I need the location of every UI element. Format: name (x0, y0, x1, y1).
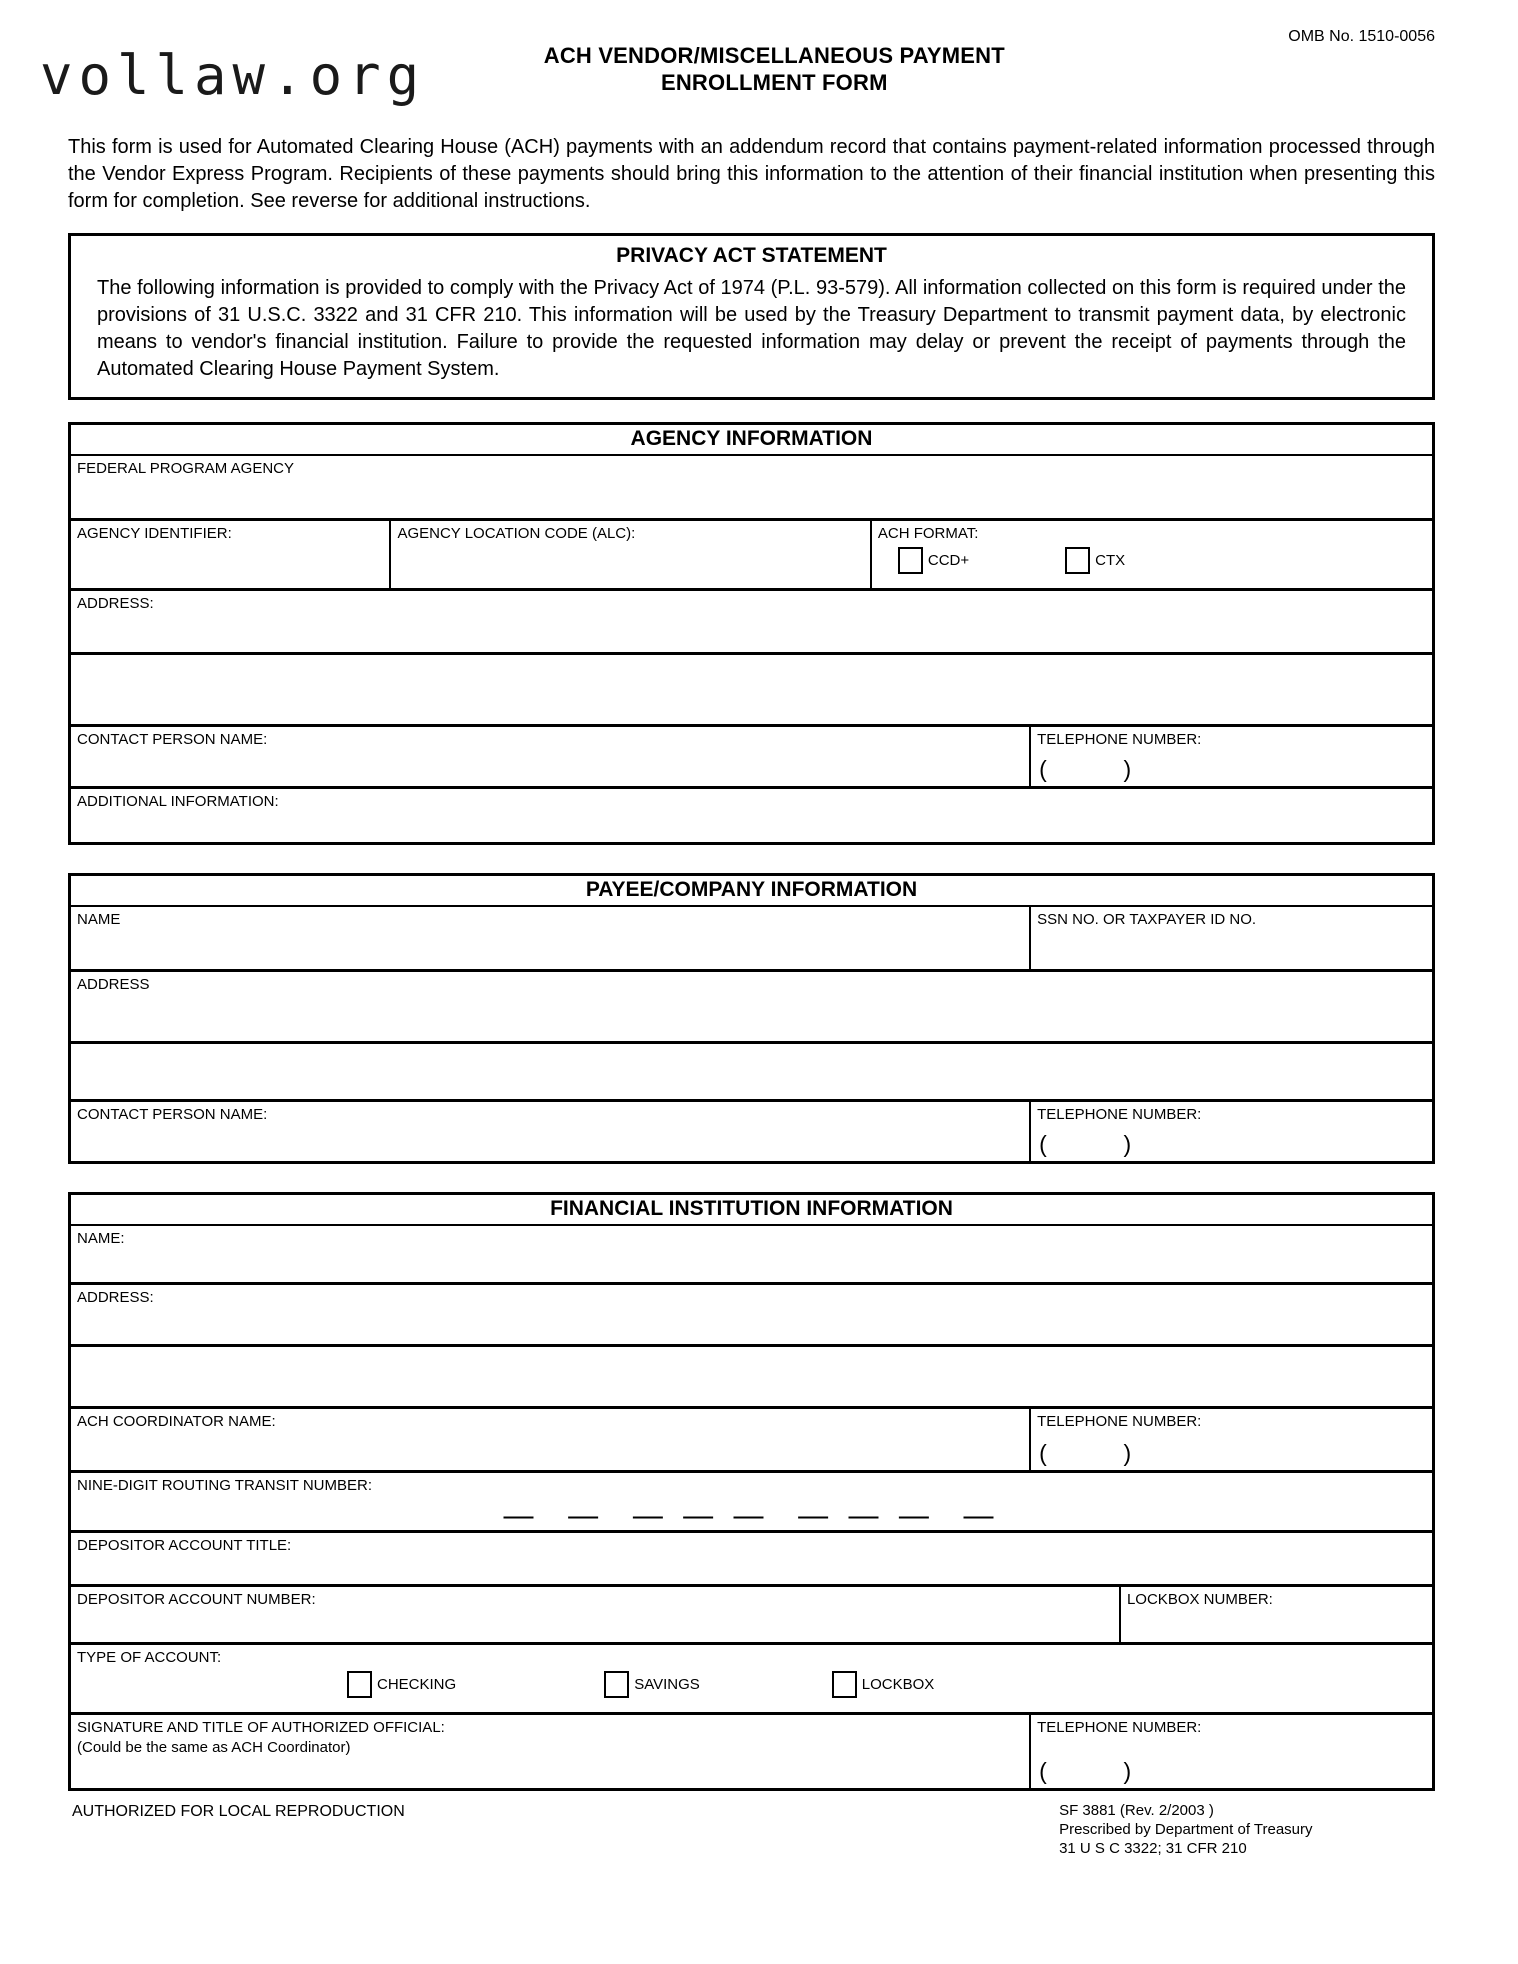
agency-additional-info-row (71, 786, 1432, 842)
payee-address-field[interactable] (71, 972, 1432, 1041)
routing-number-label: NINE-DIGIT ROUTING TRANSIT NUMBER: (77, 1477, 373, 1494)
omb-number: OMB No. 1510-0056 (1288, 28, 1435, 45)
payee-address-row (71, 969, 1432, 1041)
savings-checkbox[interactable] (604, 1671, 629, 1698)
form-header (40, 28, 1435, 120)
type-of-account-row (71, 1642, 1432, 1712)
agency-telephone-parens: ( ) (1039, 756, 1132, 782)
agency-telephone-field[interactable] (1029, 727, 1432, 786)
federal-program-agency-row (71, 456, 1432, 518)
signature-telephone-field[interactable] (1029, 1715, 1432, 1788)
form-title-line2: ENROLLMENT FORM (660, 70, 888, 95)
financial-name-row (71, 1226, 1432, 1282)
agency-section-title: AGENCY INFORMATION (71, 425, 1432, 456)
ach-format-options (872, 547, 1432, 580)
agency-address-row (71, 588, 1432, 652)
ctx-checkbox[interactable] (1065, 547, 1090, 574)
signature-note: (Could be the same as ACH Coordinator) (77, 1739, 351, 1756)
payee-ssn-label: SSN NO. OR TAXPAYER ID NO. (1037, 911, 1257, 928)
payee-telephone-parens: ( ) (1039, 1131, 1132, 1157)
payee-name-label: NAME (77, 911, 121, 928)
site-logo: vollaw.org (40, 44, 426, 107)
agency-contact-row (71, 724, 1432, 786)
payee-address-continued-row (71, 1041, 1432, 1099)
financial-telephone-field[interactable] (1029, 1409, 1432, 1470)
payee-address-label: ADDRESS (77, 976, 150, 993)
type-of-account-options (71, 1671, 1432, 1706)
lockbox-number-label: LOCKBOX NUMBER: (1126, 1591, 1273, 1608)
agency-identifier-label: AGENCY IDENTIFIER: (77, 525, 232, 542)
agency-identifier-row (71, 518, 1432, 588)
ccd-checkbox[interactable] (898, 547, 923, 574)
form-footer (68, 1799, 1435, 1869)
routing-number-field[interactable] (71, 1473, 1432, 1530)
depositor-account-number-field[interactable] (71, 1587, 1119, 1642)
privacy-act-body: The following information is provided to comply with the Privacy Act of 1974 (P.L. 93-579). All information collected on this form is required under the provisions of 31 U.S.C. 3322 and 31 CFR 210. This information will be used by the Treasury Department to transmit payment data, by electronic means to vendor's financial institution. Failure to provide the requested information may delay or prevent the receipt of payments through the Automated Clearing House Payment System. (97, 277, 1406, 380)
ccd-label: CCD+ (927, 552, 970, 569)
footer-prescribed-by: Prescribed by Department of Treasury (1059, 1821, 1313, 1838)
signature-label: SIGNATURE AND TITLE OF AUTHORIZED OFFICIAL: (77, 1719, 445, 1736)
depositor-account-number-label: DEPOSITOR ACCOUNT NUMBER: (77, 1591, 316, 1608)
financial-section-title: FINANCIAL INSTITUTION INFORMATION (71, 1195, 1432, 1226)
form-title (394, 42, 1154, 96)
routing-number-row (71, 1470, 1432, 1530)
payee-telephone-field[interactable] (1029, 1102, 1432, 1161)
agency-telephone-label: TELEPHONE NUMBER: (1037, 731, 1202, 748)
agency-address-continued-row (71, 652, 1432, 724)
financial-address-continued-field[interactable] (71, 1347, 1432, 1406)
signature-field[interactable] (71, 1715, 1029, 1788)
checking-label: CHECKING (377, 1676, 457, 1693)
intro-paragraph: This form is used for Automated Clearing House (ACH) payments with an addendum record that contains payment-related information processed through the Vendor Express Program. Recipients of these payments should bring this information to the attention of their financial institution when presenting this form for completion. See reverse for additional instructions. (68, 136, 1435, 212)
privacy-act-box (68, 233, 1435, 400)
ach-format-label: ACH FORMAT: (877, 525, 979, 542)
financial-address-label: ADDRESS: (77, 1289, 154, 1306)
financial-telephone-parens: ( ) (1039, 1440, 1132, 1466)
agency-location-code-label: AGENCY LOCATION CODE (ALC): (397, 525, 636, 542)
form-title-line1: ACH VENDOR/MISCELLANEOUS PAYMENT (543, 43, 1005, 68)
ccd-option[interactable] (898, 547, 969, 574)
lockbox-checkbox[interactable] (832, 1671, 857, 1698)
footer-statute: 31 U S C 3322; 31 CFR 210 (1059, 1840, 1247, 1857)
lockbox-number-field[interactable] (1119, 1587, 1432, 1642)
signature-row (71, 1712, 1432, 1788)
financial-name-label: NAME: (77, 1230, 125, 1247)
signature-telephone-parens: ( ) (1039, 1758, 1132, 1784)
savings-option[interactable] (604, 1671, 700, 1698)
type-of-account-label: TYPE OF ACCOUNT: (77, 1649, 222, 1666)
financial-name-field[interactable] (71, 1226, 1432, 1282)
ach-coordinator-field[interactable] (71, 1409, 1029, 1470)
ctx-option[interactable] (1065, 547, 1125, 574)
agency-contact-person-field[interactable] (71, 727, 1029, 786)
privacy-act-title: PRIVACY ACT STATEMENT (616, 244, 887, 267)
agency-contact-person-label: CONTACT PERSON NAME: (77, 731, 268, 748)
agency-identifier-field[interactable] (71, 521, 389, 588)
federal-program-agency-field[interactable] (71, 456, 1432, 518)
financial-telephone-label: TELEPHONE NUMBER: (1037, 1413, 1202, 1430)
payee-ssn-field[interactable] (1029, 907, 1432, 969)
depositor-account-title-field[interactable] (71, 1533, 1432, 1584)
lockbox-option[interactable] (832, 1671, 935, 1698)
payee-contact-person-field[interactable] (71, 1102, 1029, 1161)
financial-address-field[interactable] (71, 1285, 1432, 1344)
footer-form-number: SF 3881 (Rev. 2/2003 ) (1059, 1802, 1214, 1819)
payee-address-continued-field[interactable] (71, 1044, 1432, 1099)
checking-option[interactable] (347, 1671, 456, 1698)
federal-program-agency-label: FEDERAL PROGRAM AGENCY (77, 460, 294, 477)
agency-address-label: ADDRESS: (77, 595, 154, 612)
routing-number-dashes: — — — — — — — — — (503, 1499, 1000, 1532)
ach-coordinator-label: ACH COORDINATOR NAME: (77, 1413, 276, 1430)
payee-name-field[interactable] (71, 907, 1029, 969)
payee-name-row (71, 907, 1432, 969)
agency-additional-info-label: ADDITIONAL INFORMATION: (77, 793, 279, 810)
checking-checkbox[interactable] (347, 1671, 372, 1698)
ach-format-field (870, 521, 1432, 588)
lockbox-label: LOCKBOX (861, 1676, 935, 1693)
financial-address-row (71, 1282, 1432, 1344)
ach-coordinator-row (71, 1406, 1432, 1470)
depositor-account-number-row (71, 1584, 1432, 1642)
payee-information-section (68, 873, 1435, 1164)
agency-address-continued-field[interactable] (71, 655, 1432, 724)
signature-telephone-label: TELEPHONE NUMBER: (1037, 1719, 1202, 1736)
payee-telephone-label: TELEPHONE NUMBER: (1037, 1106, 1202, 1123)
type-of-account-field (71, 1645, 1432, 1712)
depositor-account-title-label: DEPOSITOR ACCOUNT TITLE: (77, 1537, 292, 1554)
agency-address-field[interactable] (71, 591, 1432, 652)
financial-institution-section (68, 1192, 1435, 1791)
payee-section-title: PAYEE/COMPANY INFORMATION (71, 876, 1432, 907)
agency-information-section (68, 422, 1435, 845)
ctx-label: CTX (1095, 552, 1126, 569)
savings-label: SAVINGS (634, 1676, 700, 1693)
footer-form-identifier (1059, 1801, 1312, 1858)
agency-additional-info-field[interactable] (71, 789, 1432, 842)
depositor-account-title-row (71, 1530, 1432, 1584)
payee-contact-row (71, 1099, 1432, 1161)
financial-address-continued-row (71, 1344, 1432, 1406)
footer-reproduction-note: AUTHORIZED FOR LOCAL REPRODUCTION (72, 1803, 405, 1820)
agency-location-code-field[interactable] (389, 521, 869, 588)
payee-contact-person-label: CONTACT PERSON NAME: (77, 1106, 268, 1123)
